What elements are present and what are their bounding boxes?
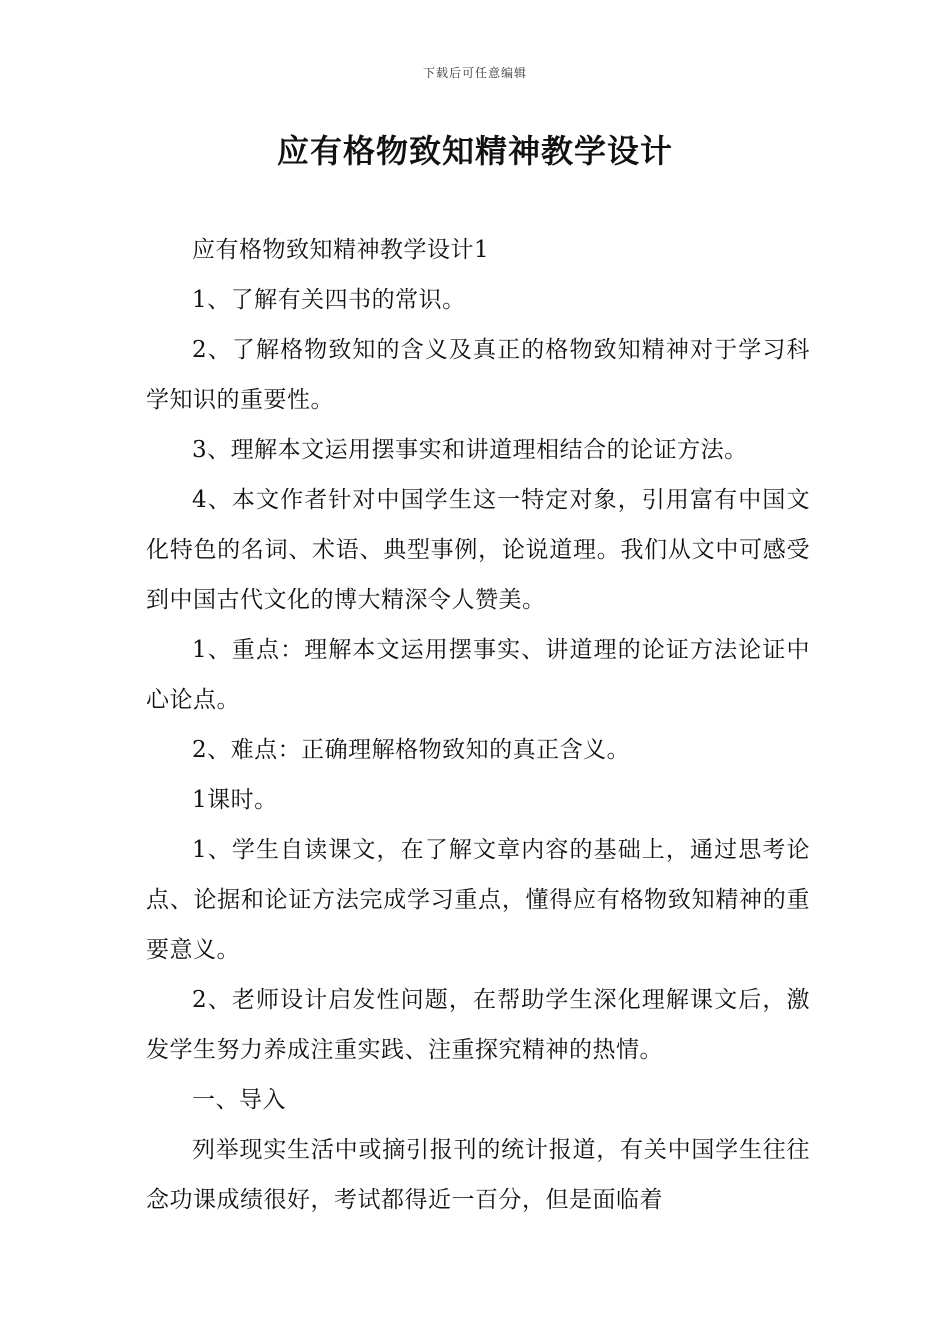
document-title: 应有格物致知精神教学设计 — [276, 132, 673, 170]
paragraph-method-2: 2、老师设计启发性问题，在帮助学生深化理解课文后，激发学生努力养成注重实践、注重探究精神的热情。 — [146, 987, 810, 1063]
paragraph-subtitle: 应有格物致知精神教学设计1 — [192, 237, 490, 263]
paragraph-method-1: 1、学生自读课文，在了解文章内容的基础上，通过思考论点、论据和论证方法完成学习重点，懂得应有格物致知精神的重要意义。 — [146, 837, 810, 963]
paragraph-objective-4: 4、本文作者针对中国学生这一特定对象，引用富有中国文化特色的名词、术语、典型事例，论说道理。我们从文中可感受到中国古代文化的博大精深令人赞美。 — [146, 487, 810, 613]
paragraph-objective-3: 3、理解本文运用摆事实和讲道理相结合的论证方法。 — [192, 437, 748, 463]
document-body — [146, 225, 810, 1225]
paragraph-section-heading: 一、导入 — [192, 1087, 286, 1113]
paragraph-objective-2: 2、了解格物致知的含义及真正的格物致知精神对于学习科学知识的重要性。 — [146, 337, 810, 413]
paragraph-introduction: 列举现实生活中或摘引报刊的统计报道，有关中国学生往往念功课成绩很好，考试都得近一百分，但是面临着 — [146, 1137, 810, 1213]
paragraph-key-point: 1、重点：理解本文运用摆事实、讲道理的论证方法论证中心论点。 — [146, 637, 810, 713]
paragraph-class-hours: 1课时。 — [192, 787, 278, 813]
paragraph-difficult-point: 2、难点：正确理解格物致知的真正含义。 — [192, 737, 631, 763]
page-header-note: 下载后可任意编辑 — [422, 66, 527, 80]
paragraph-objective-1: 1、了解有关四书的常识。 — [192, 287, 466, 313]
